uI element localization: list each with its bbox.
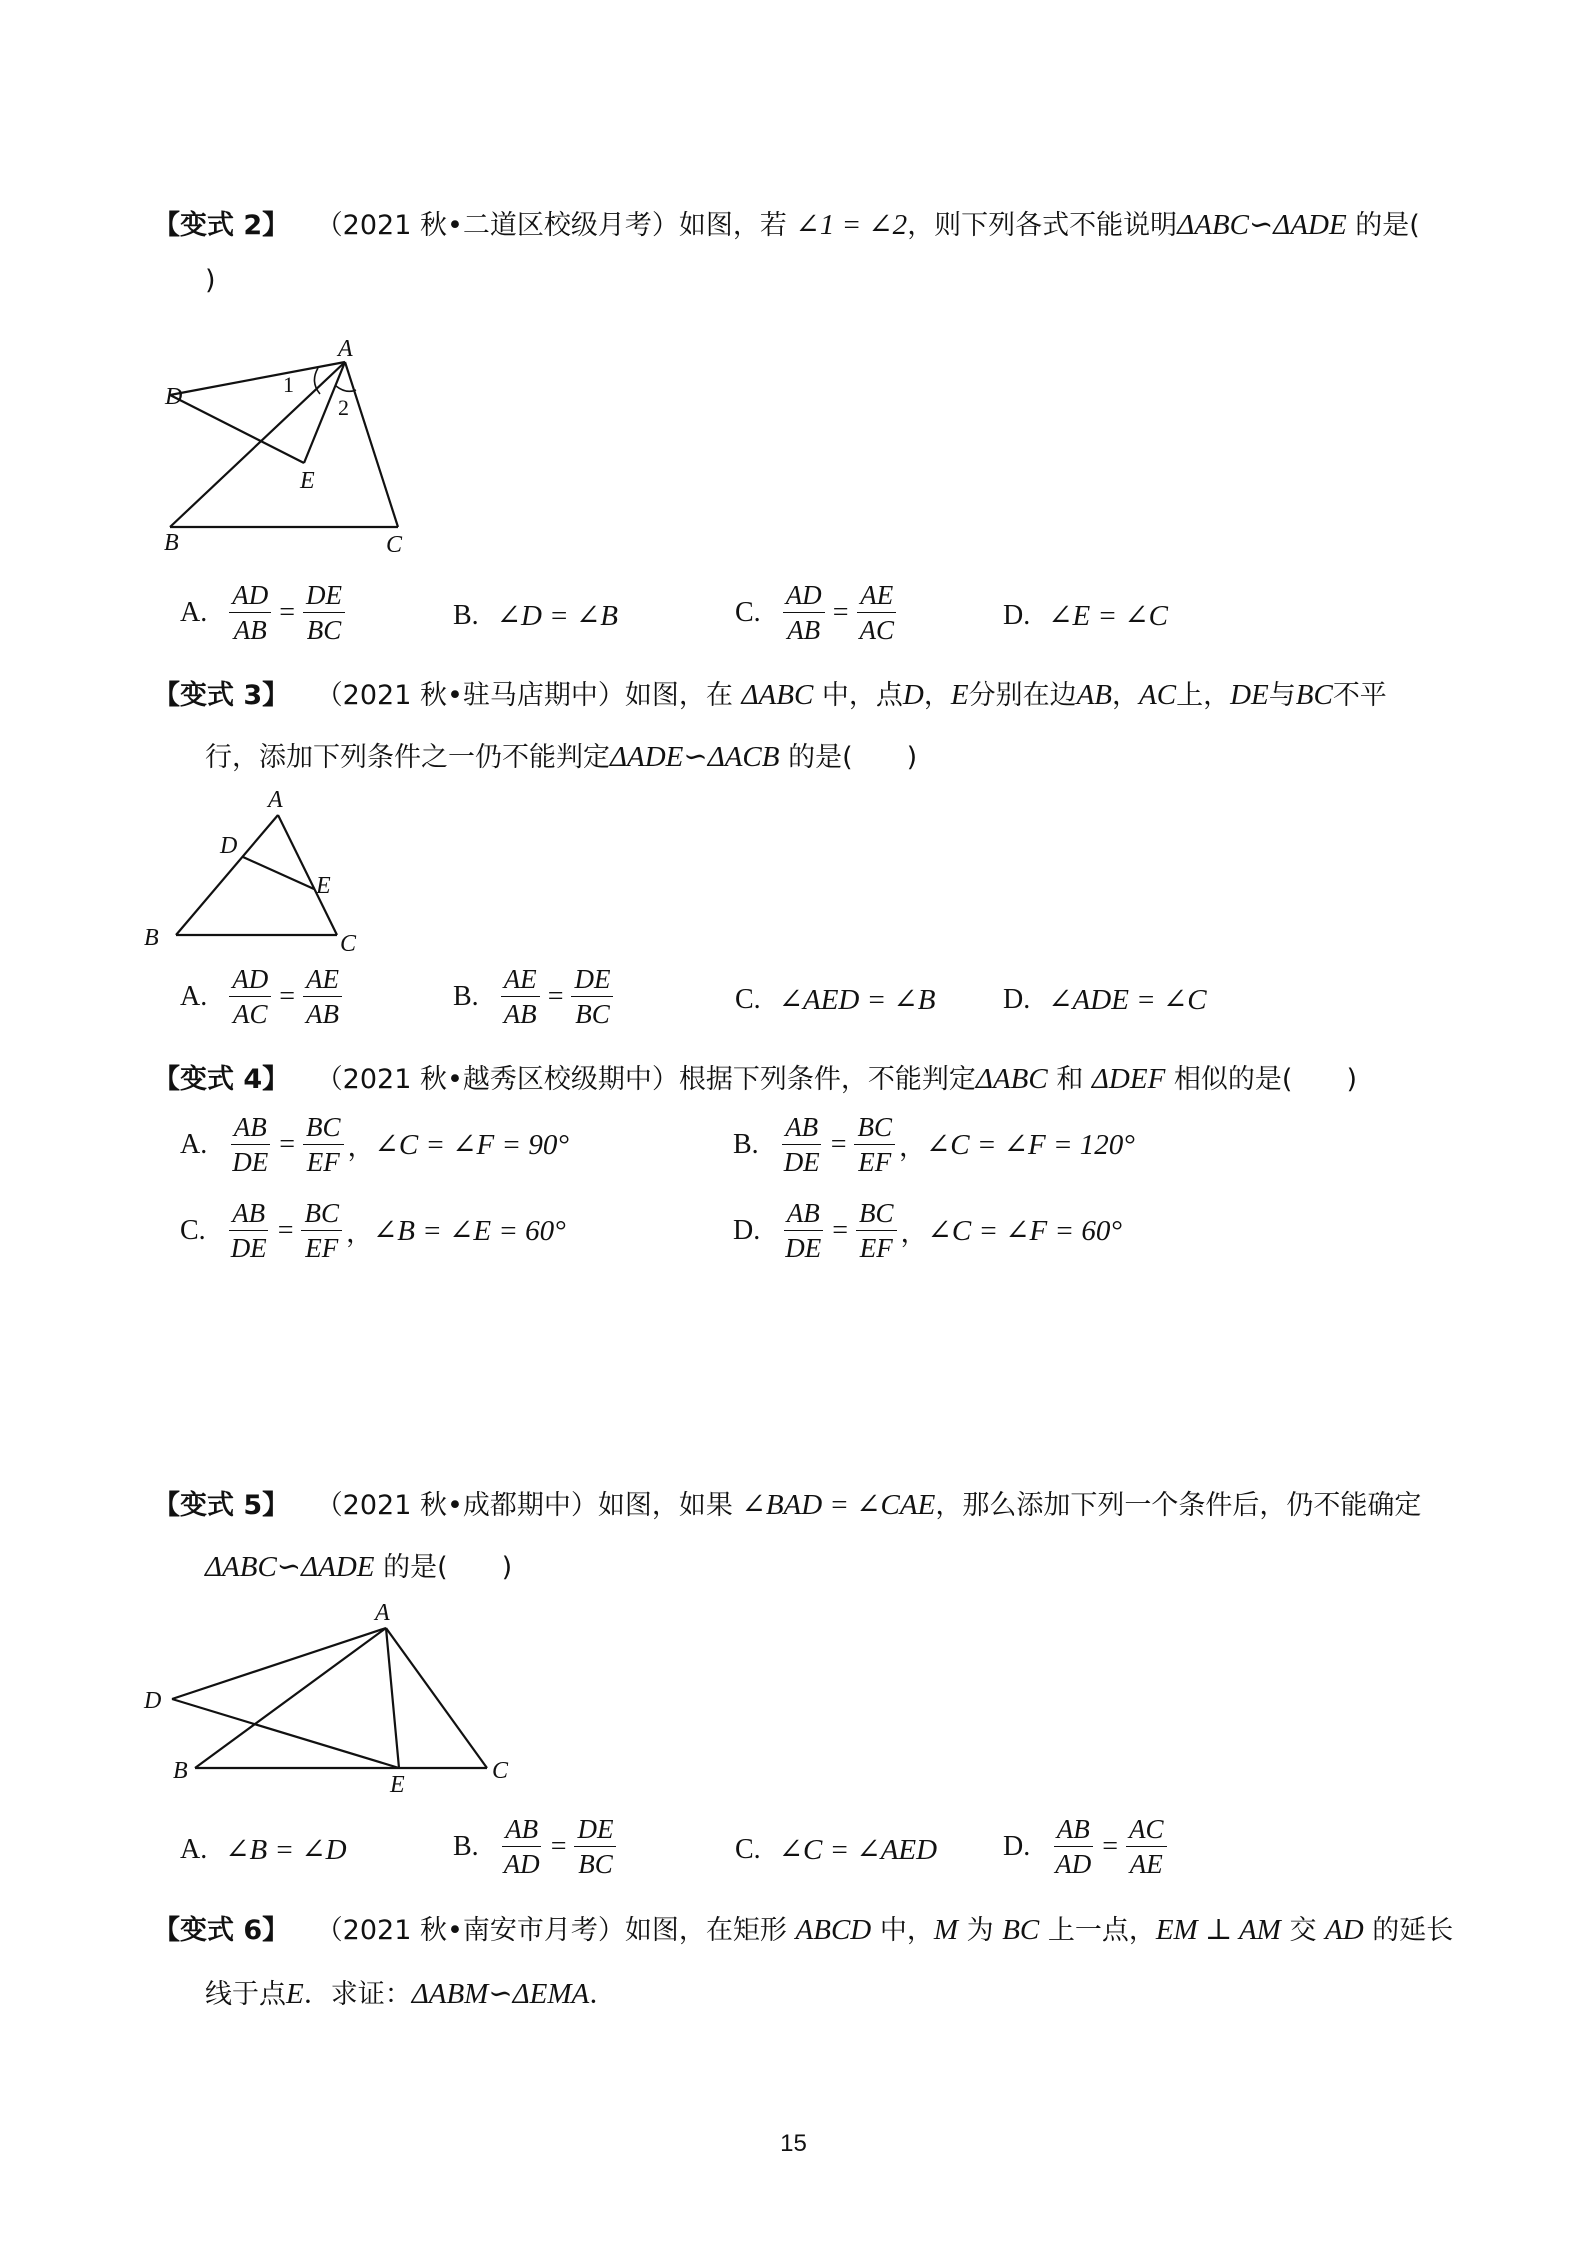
q3-point: E [950,679,969,711]
numerator: AD [229,578,271,613]
q3-label-C: C [340,931,357,957]
numerator: AE [501,962,540,997]
option-expression: ∠D = ∠B [496,600,619,632]
q5-seg-DE [172,1699,399,1768]
page-number: 15 [780,2130,807,2157]
fraction [1052,1812,1094,1881]
q4-option-c [180,1196,566,1265]
denominator: EF [306,1147,340,1177]
q2-line1 [153,203,1420,242]
q2-seg-DA [170,362,345,395]
q2-text: 如图，若 [678,210,787,241]
q6-text: 中， [879,1915,934,1946]
q3-option-b [453,962,617,1031]
q3-text: 分别在边 [968,680,1077,711]
denominator: DE [783,1147,820,1177]
denominator: DE [230,1233,267,1263]
option-label: B. [453,1830,479,1862]
q3-label-B: B [144,925,159,951]
q2-label-D: D [165,384,183,410]
denominator: AC [232,999,268,1029]
q5-triangle: ΔABC∽ΔADE [205,1551,375,1583]
q4-text: 根据下列条件，不能判定 [678,1064,976,1095]
fraction [782,1196,824,1265]
q6-text: ．求证： [303,1979,412,2010]
option-label: B. [733,1128,759,1160]
q5-label-C: C [492,1758,509,1784]
q2-option-b [453,598,618,633]
numerator: DE [303,578,345,613]
q3-text: 与 [1268,680,1296,711]
fraction [854,1110,895,1179]
q2-seg-AB [170,362,345,527]
fraction [571,962,613,1031]
q6-text: 交 [1289,1915,1317,1946]
option-label: D. [1003,1830,1031,1862]
fraction [229,962,271,1031]
numerator: AD [783,578,825,613]
q3-label-D: D [220,833,238,859]
q3-segment: AC [1139,679,1177,711]
q2-text: 的是( [1355,210,1420,241]
fraction [1126,1812,1167,1881]
q5-option-a [180,1832,347,1867]
equals: = [547,980,564,1012]
q2-paren: ) [205,265,216,296]
option-expression: ∠AED = ∠B [778,984,936,1016]
q6-text: 的延长 [1372,1915,1454,1946]
option-label: D. [1003,983,1031,1015]
q5-label-A: A [375,1600,390,1626]
fraction [574,1812,616,1881]
q3-text: 上， [1176,680,1231,711]
question-3 [153,673,1453,773]
fraction [229,578,271,647]
denominator: BC [578,1849,613,1879]
option-label: A. [180,1833,208,1865]
q6-line1 [153,1908,1453,1947]
numerator: BC [854,1110,895,1145]
option-label: B. [453,980,479,1012]
fraction [501,962,540,1031]
q2-condition: ∠1 = ∠2 [795,209,908,241]
numerator: AE [303,962,342,997]
option-label: C. [735,983,761,1015]
q3-label-A: A [268,787,283,813]
denominator: AC [859,615,894,645]
option-label: C. [735,596,761,628]
q5-seg-AB [195,1628,386,1768]
numerator: DE [574,1812,616,1847]
numerator: AC [1126,1812,1167,1847]
q4-line1 [153,1057,1357,1096]
q5-seg-AD [172,1628,386,1699]
denominator: AB [787,615,821,645]
separator: ， [347,1132,375,1163]
numerator: AE [857,578,896,613]
q3-text: 如图，在 [624,680,733,711]
q3-text: ， [1112,680,1140,711]
q5-source: （2021 秋•成都期中） [329,1490,598,1521]
q3-segment: BC [1295,679,1333,711]
q2-text: ，则下列各式不能说明 [907,210,1178,241]
numerator: AB [784,1196,823,1231]
q5-option-d [1003,1812,1171,1881]
option-expression: ∠B = ∠D [225,1834,347,1866]
q3-line1 [153,673,1387,712]
q4-text: 和 [1056,1064,1084,1095]
q6-point: M [933,1914,958,1946]
q2-option-c [735,578,901,647]
q3-segment: DE [1230,679,1269,711]
q5-option-b [453,1812,620,1881]
q4-option-a [180,1110,569,1179]
q6-point: E [286,1978,304,2010]
q5-figure [140,1590,520,1820]
q5-seg-AE [386,1628,399,1768]
question-5 [153,1483,1453,1583]
fraction [301,1196,342,1265]
separator: ， [346,1218,373,1249]
q3-text: 行，添加下列条件之一仍不能判定 [205,742,610,773]
q5-line2 [205,1545,512,1584]
equals: = [550,1830,567,1862]
q4-tag: 【变式 4】 [153,1064,290,1095]
option-label: A. [180,596,208,628]
q5-label-E: E [390,1772,405,1798]
fraction [781,1110,823,1179]
q3-text: 不平 [1332,680,1387,711]
option-label: C. [180,1214,206,1246]
q5-seg-AC [386,1628,487,1768]
option-label: A. [180,980,208,1012]
denominator: DE [232,1147,269,1177]
denominator: BC [575,999,610,1029]
q4-option-b [733,1110,1135,1179]
numerator: AB [231,1110,270,1145]
q5-text: 如图，如果 [597,1490,733,1521]
fraction [783,578,825,647]
q2-label-angle1: 1 [283,372,294,397]
option-expression: ∠E = ∠C [1048,600,1168,632]
q6-text: 线于点 [205,1979,286,2010]
fraction [856,578,897,647]
option-label: D. [733,1214,761,1246]
fraction [303,578,345,647]
q2-option-d [1003,598,1168,633]
q2-label-E: E [300,468,315,494]
q6-text: 上一点， [1047,1915,1156,1946]
q3-point: D [902,679,924,711]
denominator: AB [503,999,537,1029]
option-condition: ∠C = ∠F = 120° [926,1129,1135,1161]
denominator: DE [785,1233,822,1263]
q6-tag: 【变式 6】 [153,1915,290,1946]
denominator: EF [858,1147,892,1177]
q3-line2 [205,735,917,774]
denominator: BC [306,615,342,645]
q3-text: 中，点 [821,680,903,711]
numerator: AB [1054,1812,1093,1847]
numerator: AD [229,962,271,997]
equals: = [279,980,296,1012]
fraction [303,962,342,1031]
equals: = [279,596,296,628]
option-label: C. [735,1833,761,1865]
fraction [228,1196,270,1265]
q2-line2 [205,265,216,296]
equals: = [832,596,849,628]
q2-label-C: C [386,532,403,558]
q3-triangle: ΔADE∽ΔACB [610,741,780,773]
q3-label-E: E [316,873,331,899]
denominator: AD [503,1849,540,1879]
denominator: EF [305,1233,339,1263]
q5-label-B: B [173,1758,188,1784]
q3-text: 的是( ) [788,742,918,773]
denominator: AB [233,615,267,645]
option-condition: ∠B = ∠E = 60° [373,1215,566,1247]
q6-rectangle: ABCD [795,1914,872,1946]
question-4 [153,1057,1453,1097]
q3-figure [140,785,380,960]
q4-text: 相似的是( ) [1173,1064,1357,1095]
denominator: AB [306,999,340,1029]
separator: ， [900,1218,928,1249]
q5-text: 的是( ) [383,1552,513,1583]
q6-text: 如图，在矩形 [624,1915,787,1946]
q5-option-c [735,1832,937,1867]
q5-condition: ∠BAD = ∠CAE [741,1489,936,1521]
equals: = [832,1214,849,1246]
option-label: A. [180,1128,208,1160]
option-expression: ∠ADE = ∠C [1048,984,1207,1016]
option-expression: ∠C = ∠AED [778,1834,938,1866]
fraction [303,1110,344,1179]
q3-option-c [735,982,935,1017]
fraction [229,1110,271,1179]
q2-seg-DE [170,395,304,463]
equals: = [830,1128,847,1160]
q3-source: （2021 秋•驻马店期中） [329,680,625,711]
q6-source: （2021 秋•南安市月考） [329,1915,625,1946]
option-condition: ∠C = ∠F = 90° [374,1129,569,1161]
q4-triangle: ΔDEF [1091,1063,1166,1095]
q6-line2 [205,1972,616,2011]
q2-label-A: A [338,336,353,362]
numerator: AB [502,1812,541,1847]
q4-triangle: ΔABC [975,1063,1048,1095]
q3-text: ， [923,680,951,711]
q2-label-angle2: 2 [338,395,349,420]
q2-triangle: ΔABC∽ΔADE [1177,209,1347,241]
equals: = [277,1214,294,1246]
q3-option-a [180,962,346,1031]
q2-label-B: B [164,530,179,556]
q5-label-D: D [144,1688,162,1714]
fraction [501,1812,543,1881]
q4-source: （2021 秋•越秀区校级期中） [329,1064,679,1095]
option-label: D. [1003,599,1031,631]
q2-source: （2021 秋•二道区校级月考） [329,210,679,241]
q2-figure [150,330,430,560]
numerator: DE [571,962,613,997]
numerator: BC [856,1196,897,1231]
fraction [856,1196,897,1265]
q2-option-a [180,578,349,647]
numerator: BC [303,1110,344,1145]
q4-option-d [733,1196,1122,1265]
numerator: AB [229,1196,268,1231]
option-label: B. [453,599,479,631]
q6-condition: EM ⊥ AM [1155,1914,1281,1946]
q3-tag: 【变式 3】 [153,680,290,711]
q3-option-d [1003,982,1207,1017]
q5-line1 [153,1483,1421,1522]
question-6 [153,1908,1453,2008]
q6-text: 为 [966,1915,994,1946]
q6-text: ． [589,1979,617,2010]
q5-tag: 【变式 5】 [153,1490,290,1521]
q6-segment: BC [1002,1914,1040,1946]
q5-text: ，那么添加下列一个条件后，仍不能确定 [935,1490,1422,1521]
denominator: AE [1129,1849,1163,1879]
denominator: EF [859,1233,893,1263]
separator: ， [899,1132,926,1163]
q3-triangle: ΔABC [741,679,814,711]
equals: = [279,1128,296,1160]
q6-triangle: ΔABM∽ΔEMA [411,1978,590,2010]
q2-seg-AC [345,362,398,527]
option-condition: ∠C = ∠F = 60° [927,1215,1122,1247]
numerator: AB [782,1110,821,1145]
denominator: AD [1055,1849,1092,1879]
q3-segment: AB [1076,679,1113,711]
q2-tag: 【变式 2】 [153,210,290,241]
q3-seg-DE [243,857,314,889]
q6-segment: AD [1325,1914,1364,1946]
equals: = [1102,1830,1119,1862]
numerator: BC [301,1196,342,1231]
